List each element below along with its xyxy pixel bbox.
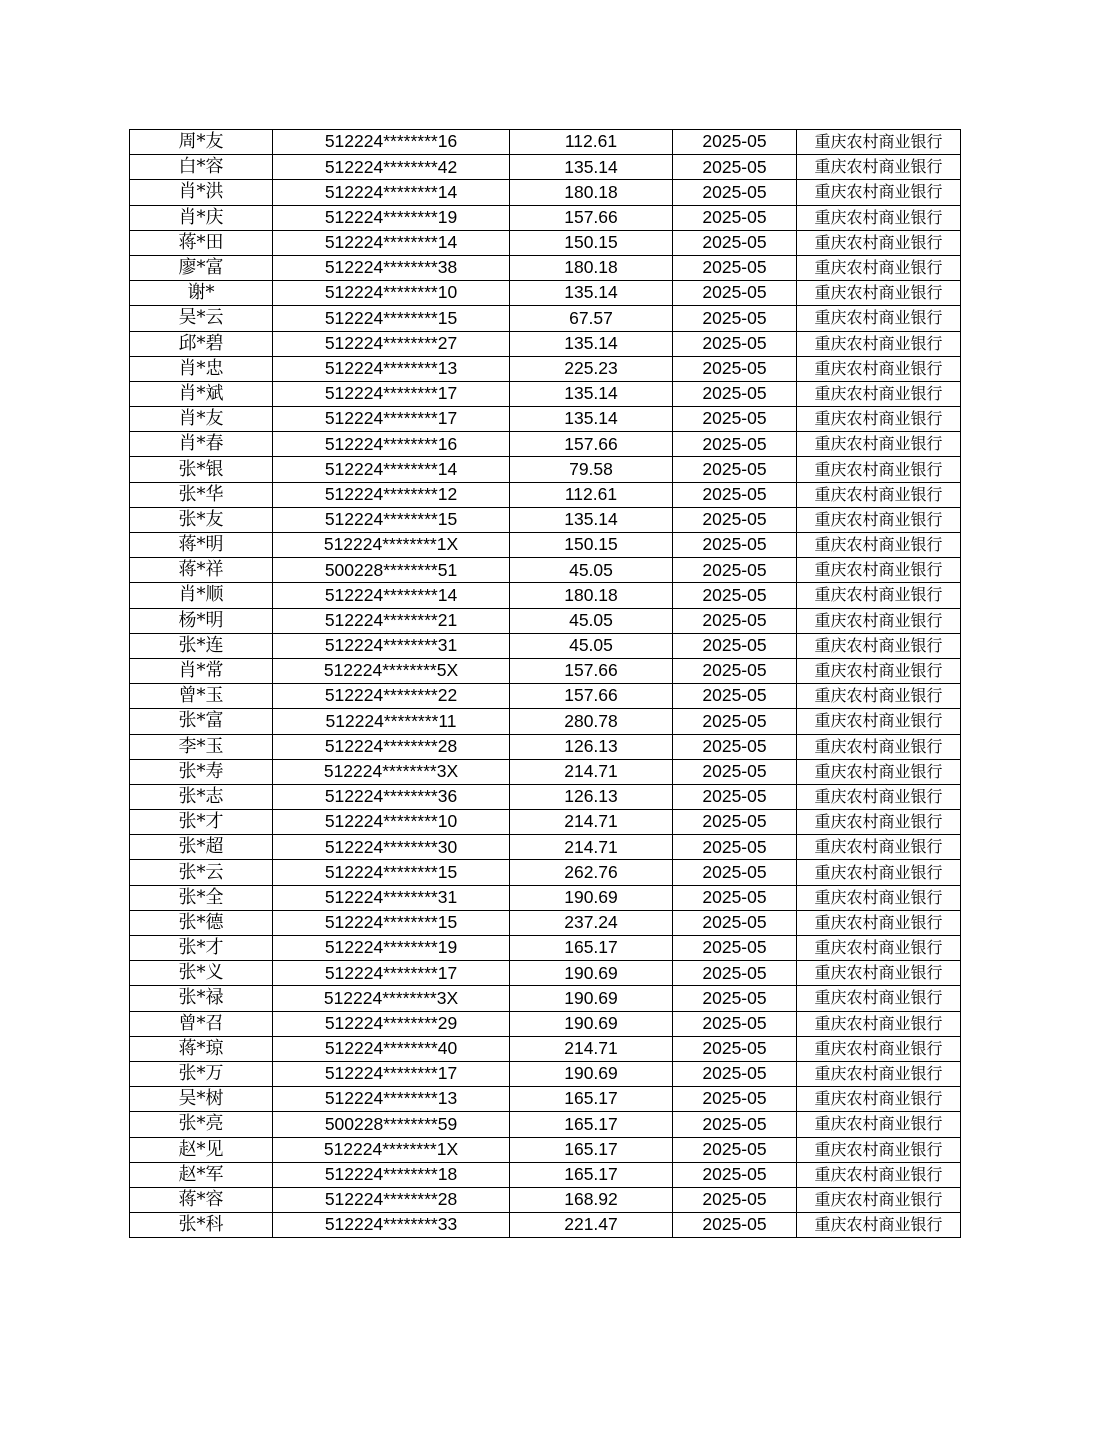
payment-period: 2025-05 [673,1213,797,1238]
bank-name: 重庆农村商业银行 [797,1213,961,1238]
id-number: 500228********59 [273,1112,510,1137]
id-number: 512224********17 [273,1061,510,1086]
bank-name: 重庆农村商业银行 [797,331,961,356]
amount: 67.57 [510,306,673,331]
id-number: 512224********15 [273,507,510,532]
bank-name: 重庆农村商业银行 [797,155,961,180]
payment-period: 2025-05 [673,759,797,784]
id-number: 512224********31 [273,885,510,910]
payment-period: 2025-05 [673,1011,797,1036]
payment-period: 2025-05 [673,230,797,255]
bank-name: 重庆农村商业银行 [797,1061,961,1086]
payment-period: 2025-05 [673,130,797,155]
amount: 135.14 [510,331,673,356]
table-row [130,1213,961,1238]
recipient-name: 肖*庆 [130,205,273,230]
amount: 79.58 [510,457,673,482]
payment-period: 2025-05 [673,784,797,809]
table-row [130,533,961,558]
amount: 157.66 [510,432,673,457]
amount: 165.17 [510,1087,673,1112]
id-number: 512224********27 [273,331,510,356]
recipient-name: 肖*春 [130,432,273,457]
table-row [130,684,961,709]
amount: 135.14 [510,507,673,532]
bank-name: 重庆农村商业银行 [797,709,961,734]
table-row [130,1112,961,1137]
id-number: 512224********15 [273,306,510,331]
payment-period: 2025-05 [673,255,797,280]
payment-period: 2025-05 [673,734,797,759]
table-row [130,885,961,910]
table-row [130,255,961,280]
table-row [130,331,961,356]
id-number: 512224********3X [273,759,510,784]
id-number: 512224********1X [273,533,510,558]
table-row [130,961,961,986]
id-number: 512224********3X [273,986,510,1011]
recipient-name: 张*亮 [130,1112,273,1137]
recipient-name: 杨*明 [130,608,273,633]
table-row [130,407,961,432]
id-number: 512224********17 [273,961,510,986]
bank-name: 重庆农村商业银行 [797,910,961,935]
amount: 190.69 [510,961,673,986]
table-row [130,1187,961,1212]
amount: 165.17 [510,1162,673,1187]
bank-name: 重庆农村商业银行 [797,734,961,759]
bank-name: 重庆农村商业银行 [797,784,961,809]
recipient-name: 谢* [130,281,273,306]
recipient-name: 张*寿 [130,759,273,784]
bank-name: 重庆农村商业银行 [797,684,961,709]
recipient-name: 吴*云 [130,306,273,331]
bank-name: 重庆农村商业银行 [797,608,961,633]
bank-name: 重庆农村商业银行 [797,482,961,507]
bank-name: 重庆农村商业银行 [797,533,961,558]
bank-name: 重庆农村商业银行 [797,432,961,457]
table-row [130,230,961,255]
id-number: 512224********18 [273,1162,510,1187]
id-number: 512224********30 [273,835,510,860]
payment-period: 2025-05 [673,407,797,432]
recipient-name: 张*德 [130,910,273,935]
table-row [130,810,961,835]
id-number: 512224********17 [273,381,510,406]
amount: 45.05 [510,558,673,583]
id-number: 512224********38 [273,255,510,280]
payment-period: 2025-05 [673,356,797,381]
bank-name: 重庆农村商业银行 [797,1187,961,1212]
recipient-name: 邱*碧 [130,331,273,356]
table-row [130,1011,961,1036]
amount: 190.69 [510,1061,673,1086]
amount: 157.66 [510,658,673,683]
payment-period: 2025-05 [673,306,797,331]
id-number: 512224********19 [273,936,510,961]
payment-table-body [130,130,961,1238]
recipient-name: 蒋*明 [130,533,273,558]
table-row [130,155,961,180]
payment-period: 2025-05 [673,986,797,1011]
amount: 214.71 [510,759,673,784]
bank-name: 重庆农村商业银行 [797,1087,961,1112]
payment-period: 2025-05 [673,684,797,709]
bank-name: 重庆农村商业银行 [797,180,961,205]
id-number: 512224********14 [273,583,510,608]
id-number: 512224********14 [273,180,510,205]
recipient-name: 肖*顺 [130,583,273,608]
payment-period: 2025-05 [673,936,797,961]
recipient-name: 赵*见 [130,1137,273,1162]
bank-name: 重庆农村商业银行 [797,130,961,155]
payment-period: 2025-05 [673,1036,797,1061]
recipient-name: 蒋*容 [130,1187,273,1212]
amount: 225.23 [510,356,673,381]
id-number: 512224********36 [273,784,510,809]
amount: 112.61 [510,482,673,507]
amount: 214.71 [510,1036,673,1061]
recipient-name: 张*义 [130,961,273,986]
amount: 180.18 [510,255,673,280]
payment-period: 2025-05 [673,558,797,583]
recipient-name: 肖*友 [130,407,273,432]
recipient-name: 张*全 [130,885,273,910]
amount: 190.69 [510,986,673,1011]
recipient-name: 张*友 [130,507,273,532]
amount: 165.17 [510,1137,673,1162]
payment-period: 2025-05 [673,432,797,457]
recipient-name: 曾*玉 [130,684,273,709]
id-number: 512224********13 [273,1087,510,1112]
recipient-name: 赵*军 [130,1162,273,1187]
payment-period: 2025-05 [673,709,797,734]
id-number: 500228********51 [273,558,510,583]
amount: 157.66 [510,684,673,709]
payment-period: 2025-05 [673,205,797,230]
recipient-name: 蒋*祥 [130,558,273,583]
bank-name: 重庆农村商业银行 [797,306,961,331]
bank-name: 重庆农村商业银行 [797,658,961,683]
bank-name: 重庆农村商业银行 [797,1011,961,1036]
recipient-name: 周*友 [130,130,273,155]
amount: 157.66 [510,205,673,230]
bank-name: 重庆农村商业银行 [797,885,961,910]
table-row [130,709,961,734]
recipient-name: 张*连 [130,633,273,658]
table-row [130,835,961,860]
payment-period: 2025-05 [673,810,797,835]
table-row [130,608,961,633]
recipient-name: 张*超 [130,835,273,860]
recipient-name: 张*才 [130,810,273,835]
id-number: 512224********42 [273,155,510,180]
amount: 150.15 [510,230,673,255]
bank-name: 重庆农村商业银行 [797,1112,961,1137]
bank-name: 重庆农村商业银行 [797,759,961,784]
id-number: 512224********1X [273,1137,510,1162]
table-row [130,432,961,457]
payment-period: 2025-05 [673,1162,797,1187]
table-row [130,457,961,482]
id-number: 512224********33 [273,1213,510,1238]
bank-name: 重庆农村商业银行 [797,961,961,986]
id-number: 512224********17 [273,407,510,432]
amount: 280.78 [510,709,673,734]
amount: 214.71 [510,835,673,860]
payment-period: 2025-05 [673,1061,797,1086]
id-number: 512224********10 [273,281,510,306]
id-number: 512224********40 [273,1036,510,1061]
table-row [130,986,961,1011]
recipient-name: 肖*洪 [130,180,273,205]
recipient-name: 肖*斌 [130,381,273,406]
bank-name: 重庆农村商业银行 [797,230,961,255]
bank-name: 重庆农村商业银行 [797,583,961,608]
amount: 135.14 [510,155,673,180]
bank-name: 重庆农村商业银行 [797,205,961,230]
table-row [130,356,961,381]
table-row [130,281,961,306]
table-row [130,1087,961,1112]
id-number: 512224********16 [273,432,510,457]
recipient-name: 曾*召 [130,1011,273,1036]
table-row [130,130,961,155]
bank-name: 重庆农村商业银行 [797,633,961,658]
amount: 190.69 [510,1011,673,1036]
bank-name: 重庆农村商业银行 [797,986,961,1011]
amount: 135.14 [510,381,673,406]
payment-period: 2025-05 [673,885,797,910]
id-number: 512224********21 [273,608,510,633]
payment-period: 2025-05 [673,1187,797,1212]
recipient-name: 吴*树 [130,1087,273,1112]
id-number: 512224********19 [273,205,510,230]
id-number: 512224********22 [273,684,510,709]
bank-name: 重庆农村商业银行 [797,407,961,432]
amount: 221.47 [510,1213,673,1238]
id-number: 512224********29 [273,1011,510,1036]
bank-name: 重庆农村商业银行 [797,356,961,381]
payment-period: 2025-05 [673,507,797,532]
payment-period: 2025-05 [673,961,797,986]
payment-period: 2025-05 [673,457,797,482]
payment-period: 2025-05 [673,835,797,860]
bank-name: 重庆农村商业银行 [797,558,961,583]
table-row [130,910,961,935]
recipient-name: 白*容 [130,155,273,180]
id-number: 512224********12 [273,482,510,507]
table-row [130,583,961,608]
payment-period: 2025-05 [673,860,797,885]
recipient-name: 蒋*田 [130,230,273,255]
id-number: 512224********31 [273,633,510,658]
bank-name: 重庆农村商业银行 [797,255,961,280]
amount: 237.24 [510,910,673,935]
table-row [130,507,961,532]
amount: 165.17 [510,936,673,961]
id-number: 512224********10 [273,810,510,835]
recipient-name: 肖*忠 [130,356,273,381]
id-number: 512224********15 [273,860,510,885]
table-row [130,784,961,809]
table-row [130,633,961,658]
payment-period: 2025-05 [673,331,797,356]
table-row [130,482,961,507]
amount: 126.13 [510,734,673,759]
amount: 165.17 [510,1112,673,1137]
table-row [130,381,961,406]
id-number: 512224********13 [273,356,510,381]
table-row [130,658,961,683]
table-row [130,1036,961,1061]
id-number: 512224********28 [273,734,510,759]
payment-period: 2025-05 [673,180,797,205]
table-row [130,734,961,759]
recipient-name: 张*万 [130,1061,273,1086]
id-number: 512224********11 [273,709,510,734]
id-number: 512224********28 [273,1187,510,1212]
amount: 45.05 [510,608,673,633]
payment-period: 2025-05 [673,583,797,608]
table-row [130,759,961,784]
bank-name: 重庆农村商业银行 [797,1162,961,1187]
bank-name: 重庆农村商业银行 [797,457,961,482]
amount: 135.14 [510,281,673,306]
table-row [130,1137,961,1162]
table-row [130,1061,961,1086]
amount: 262.76 [510,860,673,885]
amount: 180.18 [510,180,673,205]
id-number: 512224********14 [273,230,510,255]
amount: 180.18 [510,583,673,608]
recipient-name: 李*玉 [130,734,273,759]
recipient-name: 肖*常 [130,658,273,683]
recipient-name: 张*富 [130,709,273,734]
bank-name: 重庆农村商业银行 [797,1036,961,1061]
id-number: 512224********14 [273,457,510,482]
table-row [130,558,961,583]
amount: 45.05 [510,633,673,658]
payment-period: 2025-05 [673,1087,797,1112]
payment-period: 2025-05 [673,533,797,558]
bank-name: 重庆农村商业银行 [797,1137,961,1162]
payment-table [129,129,961,1238]
table-row [130,936,961,961]
payment-period: 2025-05 [673,381,797,406]
payment-period: 2025-05 [673,482,797,507]
recipient-name: 张*银 [130,457,273,482]
recipient-name: 张*云 [130,860,273,885]
amount: 135.14 [510,407,673,432]
bank-name: 重庆农村商业银行 [797,860,961,885]
recipient-name: 张*才 [130,936,273,961]
id-number: 512224********15 [273,910,510,935]
amount: 112.61 [510,130,673,155]
table-row [130,306,961,331]
table-row [130,180,961,205]
id-number: 512224********5X [273,658,510,683]
payment-period: 2025-05 [673,633,797,658]
payment-period: 2025-05 [673,658,797,683]
amount: 126.13 [510,784,673,809]
table-row [130,1162,961,1187]
bank-name: 重庆农村商业银行 [797,381,961,406]
amount: 168.92 [510,1187,673,1212]
bank-name: 重庆农村商业银行 [797,936,961,961]
recipient-name: 张*科 [130,1213,273,1238]
id-number: 512224********16 [273,130,510,155]
table-row [130,860,961,885]
recipient-name: 蒋*琼 [130,1036,273,1061]
payment-period: 2025-05 [673,155,797,180]
payment-period: 2025-05 [673,608,797,633]
payment-period: 2025-05 [673,910,797,935]
amount: 190.69 [510,885,673,910]
recipient-name: 张*志 [130,784,273,809]
table-row [130,205,961,230]
bank-name: 重庆农村商业银行 [797,835,961,860]
bank-name: 重庆农村商业银行 [797,810,961,835]
recipient-name: 张*华 [130,482,273,507]
recipient-name: 廖*富 [130,255,273,280]
amount: 214.71 [510,810,673,835]
bank-name: 重庆农村商业银行 [797,507,961,532]
payment-period: 2025-05 [673,1112,797,1137]
payment-period: 2025-05 [673,1137,797,1162]
recipient-name: 张*禄 [130,986,273,1011]
amount: 150.15 [510,533,673,558]
bank-name: 重庆农村商业银行 [797,281,961,306]
payment-period: 2025-05 [673,281,797,306]
